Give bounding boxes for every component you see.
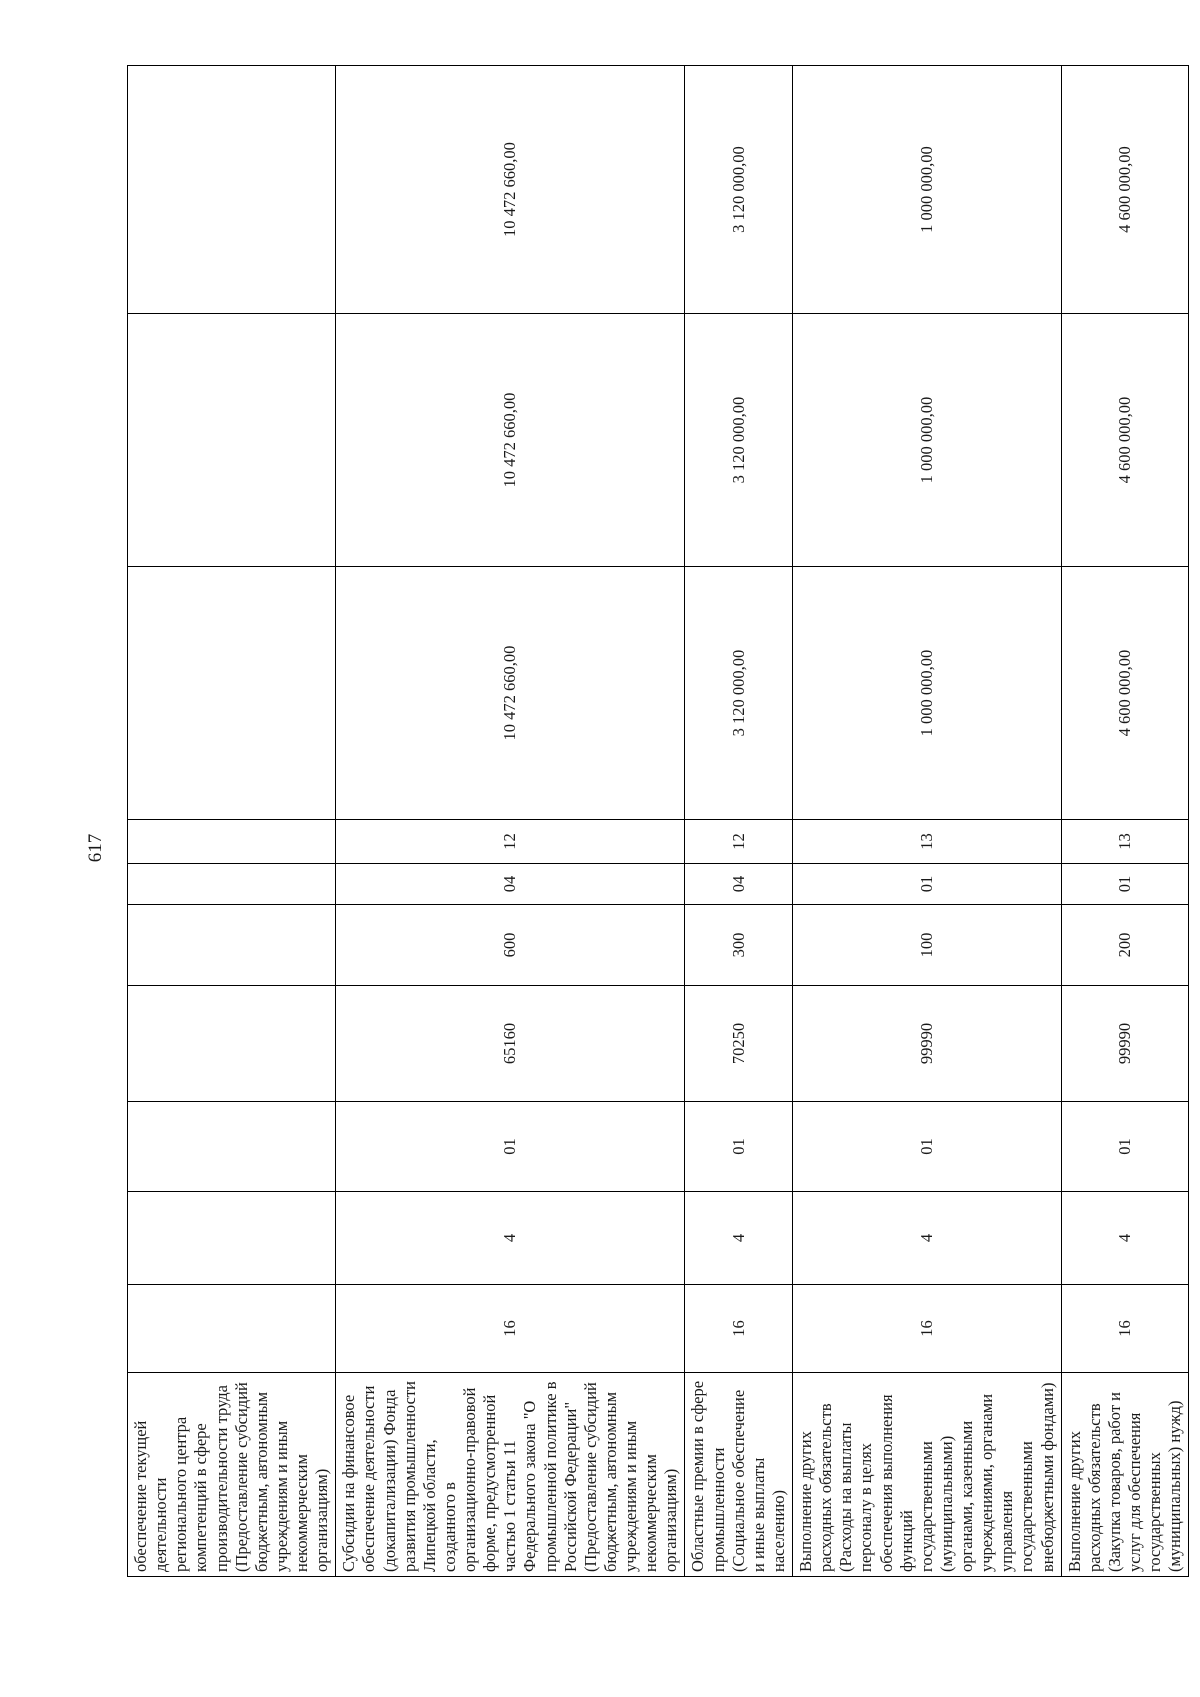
- expense-type-code: [128, 905, 336, 986]
- function-subsection-code: 13: [1061, 820, 1189, 864]
- subsection-code: 01: [793, 1102, 1062, 1192]
- grbs-code: 16: [685, 1285, 793, 1373]
- section-code: 4: [1061, 1192, 1189, 1285]
- expense-description: Выполнение других расходных обязательств (Расходы на выплаты персоналу в целях обеспечения выполнения функций государственными (муниципальными) органами, казенными учреждениями, органами управления государственными внебюджетными фондами): [793, 1373, 1062, 1577]
- section-code: [128, 1192, 336, 1285]
- page-number: 617: [85, 833, 106, 863]
- expense-description: Субсидии на финансовое обеспечение деятельности (докапитализации) Фонда развития промышленности Липецкой области, созданного в организационно-правовой форме, предусмотренной частью 1 статьи 11 Федерального закона "О промышленной политике в Российской Федерации" (Предоставление субсидий бюджетным, автономным учреждениям и иным некоммерческим организациям): [336, 1373, 685, 1577]
- function-subsection-code: 13: [793, 820, 1062, 864]
- expense-type-code: 200: [1061, 905, 1189, 986]
- table-row: [1061, 66, 1189, 1577]
- amount-year-3: 3 120 000,00: [685, 66, 793, 314]
- target-article-code: [128, 986, 336, 1102]
- grbs-code: [128, 1285, 336, 1373]
- expense-type-code: 100: [793, 905, 1062, 986]
- section-code: 4: [336, 1192, 685, 1285]
- amount-year-1: 4 600 000,00: [1061, 567, 1189, 820]
- function-section-code: 01: [1061, 864, 1189, 905]
- budget-table: [127, 65, 1189, 1577]
- target-article-code: 65160: [336, 986, 685, 1102]
- amount-year-3: [128, 66, 336, 314]
- subsection-code: 01: [685, 1102, 793, 1192]
- grbs-code: 16: [336, 1285, 685, 1373]
- amount-year-1: [128, 567, 336, 820]
- function-section-code: 04: [685, 864, 793, 905]
- amount-year-1: 10 472 660,00: [336, 567, 685, 820]
- subsection-code: 01: [1061, 1102, 1189, 1192]
- expense-description: обеспечение текущей деятельности регионального центра компетенций в сфере производительности труда (Предоставление субсидий бюджетным, автономным учреждениям и иным некоммерческим организациям): [128, 1373, 336, 1577]
- section-code: 4: [685, 1192, 793, 1285]
- expense-type-code: 300: [685, 905, 793, 986]
- amount-year-3: 10 472 660,00: [336, 66, 685, 314]
- target-article-code: 99990: [1061, 986, 1189, 1102]
- table-row: [793, 66, 1062, 1577]
- table-row: [336, 66, 685, 1577]
- function-subsection-code: 12: [685, 820, 793, 864]
- amount-year-2: 4 600 000,00: [1061, 314, 1189, 567]
- rotated-table-wrapper: [127, 66, 1185, 1577]
- function-section-code: 01: [793, 864, 1062, 905]
- grbs-code: 16: [793, 1285, 1062, 1373]
- function-section-code: [128, 864, 336, 905]
- target-article-code: 70250: [685, 986, 793, 1102]
- expense-description: Выполнение других расходных обязательств (Закупка товаров, работ и услуг для обеспечения государственных (муниципальных) нужд): [1061, 1373, 1189, 1577]
- amount-year-1: 3 120 000,00: [685, 567, 793, 820]
- target-article-code: 99990: [793, 986, 1062, 1102]
- section-code: 4: [793, 1192, 1062, 1285]
- function-subsection-code: 12: [336, 820, 685, 864]
- amount-year-2: 1 000 000,00: [793, 314, 1062, 567]
- table-row: [685, 66, 793, 1577]
- subsection-code: 01: [336, 1102, 685, 1192]
- expense-type-code: 600: [336, 905, 685, 986]
- subsection-code: [128, 1102, 336, 1192]
- function-subsection-code: [128, 820, 336, 864]
- table-row: [128, 66, 336, 1577]
- amount-year-2: [128, 314, 336, 567]
- amount-year-2: 3 120 000,00: [685, 314, 793, 567]
- expense-description: Областные премии в сфере промышленности (Социальное обеспечение и иные выплаты населению): [685, 1373, 793, 1577]
- grbs-code: 16: [1061, 1285, 1189, 1373]
- amount-year-1: 1 000 000,00: [793, 567, 1062, 820]
- function-section-code: 04: [336, 864, 685, 905]
- amount-year-2: 10 472 660,00: [336, 314, 685, 567]
- amount-year-3: 1 000 000,00: [793, 66, 1062, 314]
- amount-year-3: 4 600 000,00: [1061, 66, 1189, 314]
